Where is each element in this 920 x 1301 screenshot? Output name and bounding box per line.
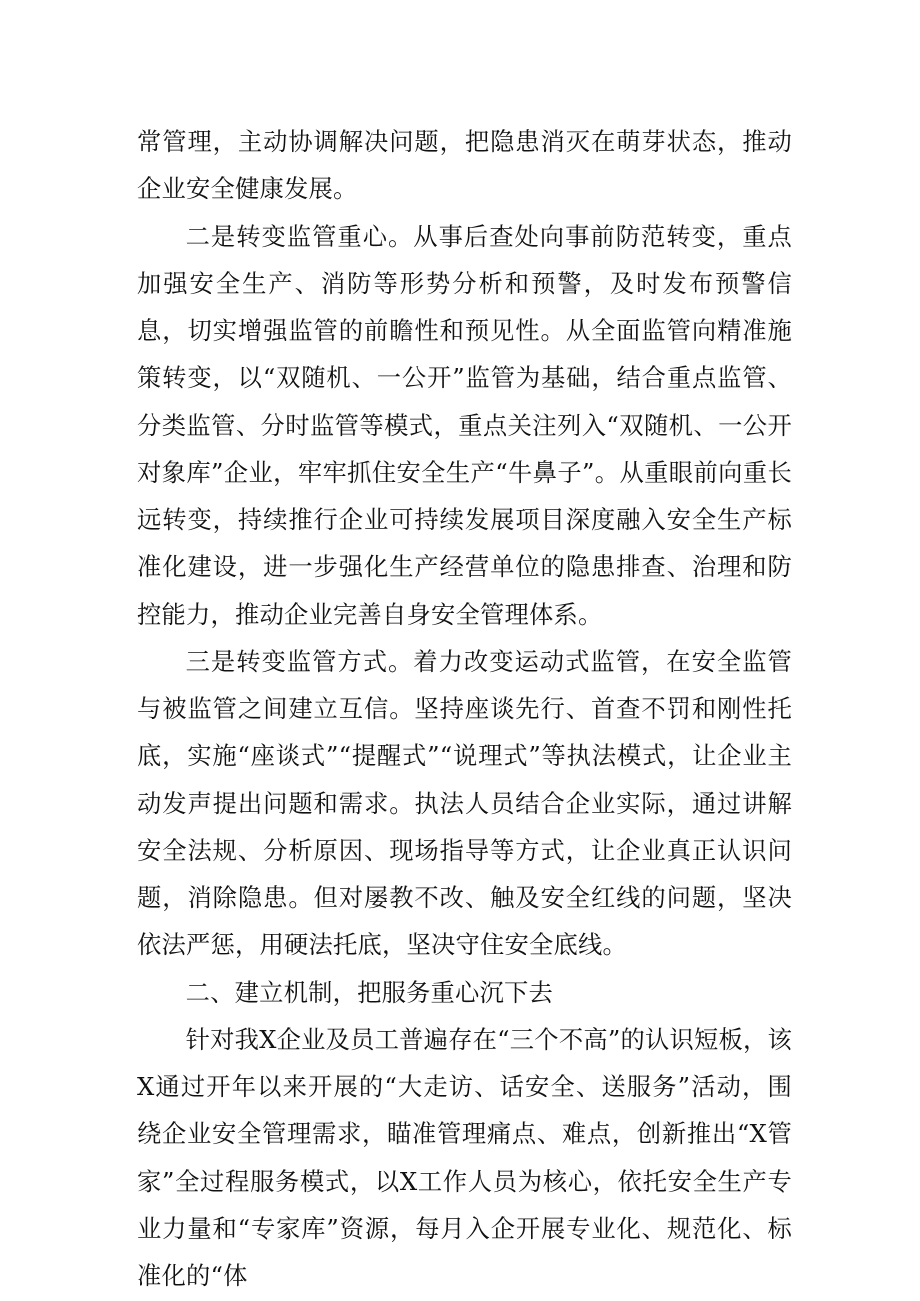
section-heading-mechanism: 二、建立机制，把服务重心沉下去 <box>185 977 554 1007</box>
document-body <box>137 118 792 1299</box>
paragraph-supervision-method: 三是转变监管方式。着力改变运动式监管，在安全监管与被监管之间建立互信。坚持座谈先行、首查不罚和刚性托底，实施“座谈式”“提醒式”“说理式”等执法模式，让企业主动发声提出问题和需求。执法人员结合企业实际，通过讲解安全法规、分析原因、现场指导等方式，让企业真正认识问题，消除隐患。但对屡教不改、触及安全红线的问题，坚决依法严惩，用硬法托底，坚决守住安全底线。 <box>137 646 792 960</box>
paragraph-continuation: 常管理，主动协调解决问题，把隐患消灭在萌芽状态，推动企业安全健康发展。 <box>137 127 792 204</box>
paragraph-supervision-focus: 二是转变监管重心。从事后查处向事前防范转变，重点加强安全生产、消防等形势分析和预警，及时发布预警信息，切实增强监管的前瞻性和预见性。从全面监管向精准施策转变，以“双随机、一公开”监管为基础，结合重点监管、分类监管、分时监管等模式，重点关注列入“双随机、一公开对象库”企业，牢牢抓住安全生产“牛鼻子”。从重眼前向重长远转变，持续推行企业可持续发展项目深度融入安全生产标准化建设，进一步强化生产经营单位的隐患排查、治理和防控能力，推动企业完善自身安全管理体系。 <box>137 221 792 629</box>
paragraph-service-model: 针对我X企业及员工普遍存在“三个不高”的认识短板，该X通过开年以来开展的“大走访、话安全、送服务”活动，围绕企业安全管理需求，瞄准管理痛点、难点，创新推出“X管家”全过程服务模式，以X工作人员为核心，依托安全生产专业力量和“专家库”资源，每月入企开展专业化、规范化、标准化的“体 <box>137 1024 792 1290</box>
